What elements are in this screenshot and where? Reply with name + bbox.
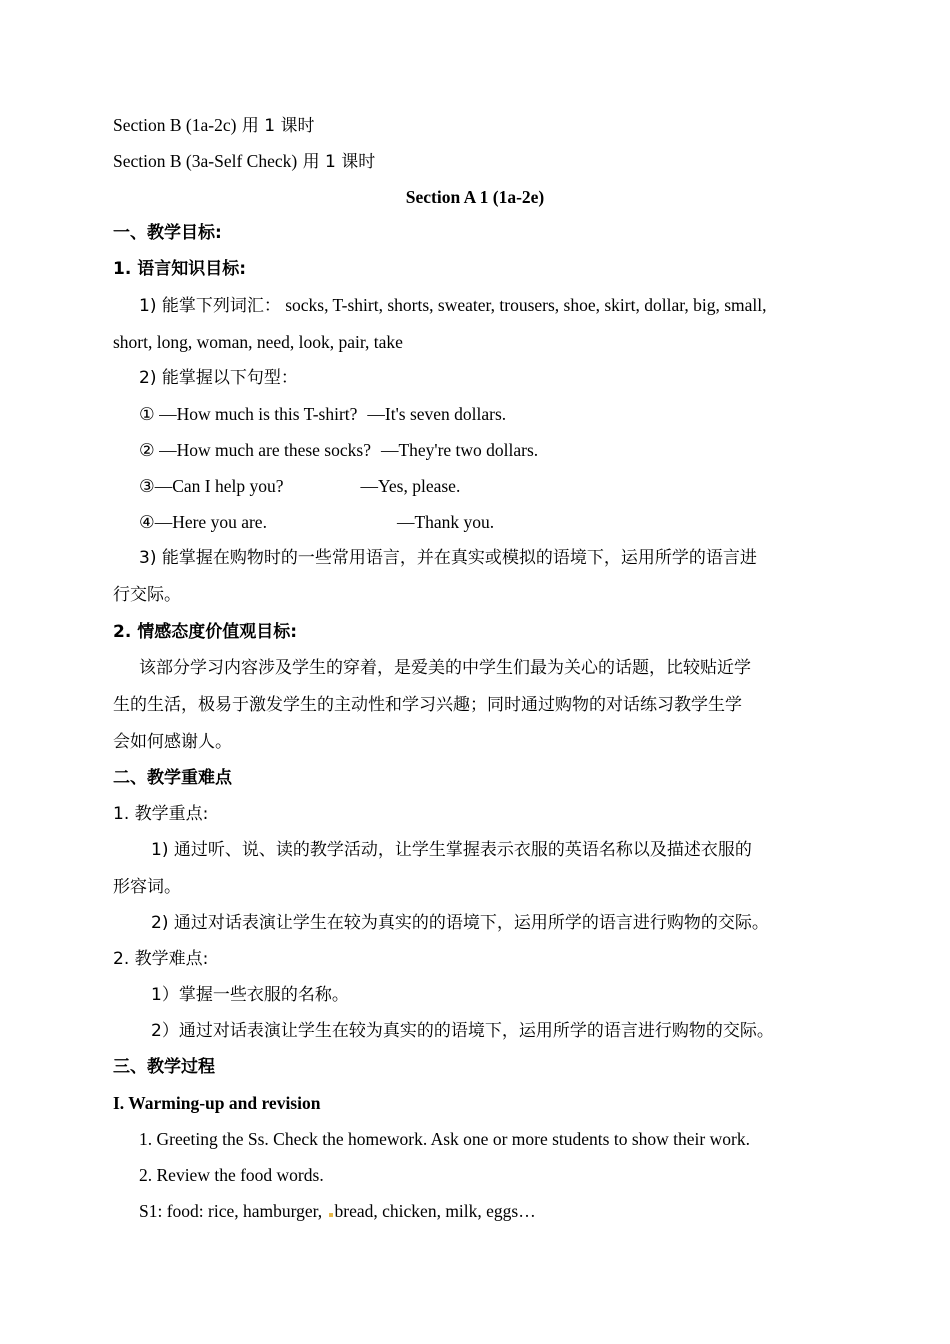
heading-key-difficult: 二、教学重难点 — [113, 768, 232, 788]
key-point-2: 2) 通过对话表演让学生在较为真实的的语境下，运用所学的语言进行购物的交际。 — [151, 913, 769, 933]
attitude-line-1: 该部分学习内容涉及学生的穿着，是爱美的中学生们最为关心的话题，比较贴近学 — [139, 658, 751, 678]
warmup-title: I. Warming-up and revision — [113, 1093, 321, 1113]
attitude-line-2: 生的生活，极易于激发学生的主动性和学习兴趣；同时通过购物的对话练习教学生学 — [113, 695, 742, 715]
schedule-line-1: Section B (1a-2c) 用 1 课时 — [113, 115, 315, 136]
vocab-line-2: short, long, woman, need, look, pair, take — [113, 332, 403, 352]
difficult-points-label: 2. 教学难点: — [113, 949, 209, 969]
difficult-point-2: 2）通过对话表演让学生在较为真实的的语境下，运用所学的语言进行购物的交际。 — [151, 1021, 774, 1041]
patterns-label: 2) 能掌握以下句型： — [139, 368, 298, 388]
pattern-1: ① —How much is this T-shirt? —It's seven dollars. — [139, 404, 507, 424]
warmup-s1-line: S1: food: rice, hamburger, bread, chicken, milk, eggs… — [139, 1201, 536, 1221]
attitude-line-3: 会如何感谢人。 — [113, 732, 232, 752]
warmup-step-2: 2. Review the food words. — [139, 1165, 324, 1185]
heading-language-goals: 1. 语言知识目标: — [113, 259, 247, 279]
highlight-mark — [329, 1213, 333, 1217]
key-point-1-line-1: 1) 通过听、说、读的教学活动，让学生掌握表示衣服的英语名称以及描述衣服的 — [151, 840, 752, 860]
heading-teaching-goals: 一、教学目标: — [113, 223, 222, 243]
key-point-1-line-2: 形容词。 — [113, 877, 181, 897]
schedule-line-2: Section B (3a-Self Check) 用 1 课时 — [113, 151, 376, 172]
vocab-line-1: 1) 能掌下列词汇： socks, T-shirt, shorts, sweater, trousers, shoe, skirt, dollar, big, small, — [139, 295, 767, 316]
warmup-step-1: 1. Greeting the Ss. Check the homework. Ask one or more students to show their work. — [139, 1129, 750, 1149]
difficult-point-1: 1）掌握一些衣服的名称。 — [151, 985, 349, 1005]
key-points-label: 1. 教学重点: — [113, 804, 209, 824]
pattern-3: ③—Can I help you? —Yes, please. — [139, 476, 461, 496]
pattern-4: ④—Here you are. —Thank you. — [139, 512, 495, 532]
goal3-line-2: 行交际。 — [113, 585, 181, 605]
heading-attitude-goals: 2. 情感态度价值观目标: — [113, 622, 298, 642]
section-title: Section A 1 (1a-2e) — [405, 187, 545, 207]
heading-teaching-process: 三、教学过程 — [113, 1057, 215, 1077]
pattern-2: ② —How much are these socks? —They're two dollars. — [139, 440, 539, 460]
goal3-line-1: 3) 能掌握在购物时的一些常用语言，并在真实或模拟的语境下，运用所学的语言进 — [139, 548, 757, 568]
